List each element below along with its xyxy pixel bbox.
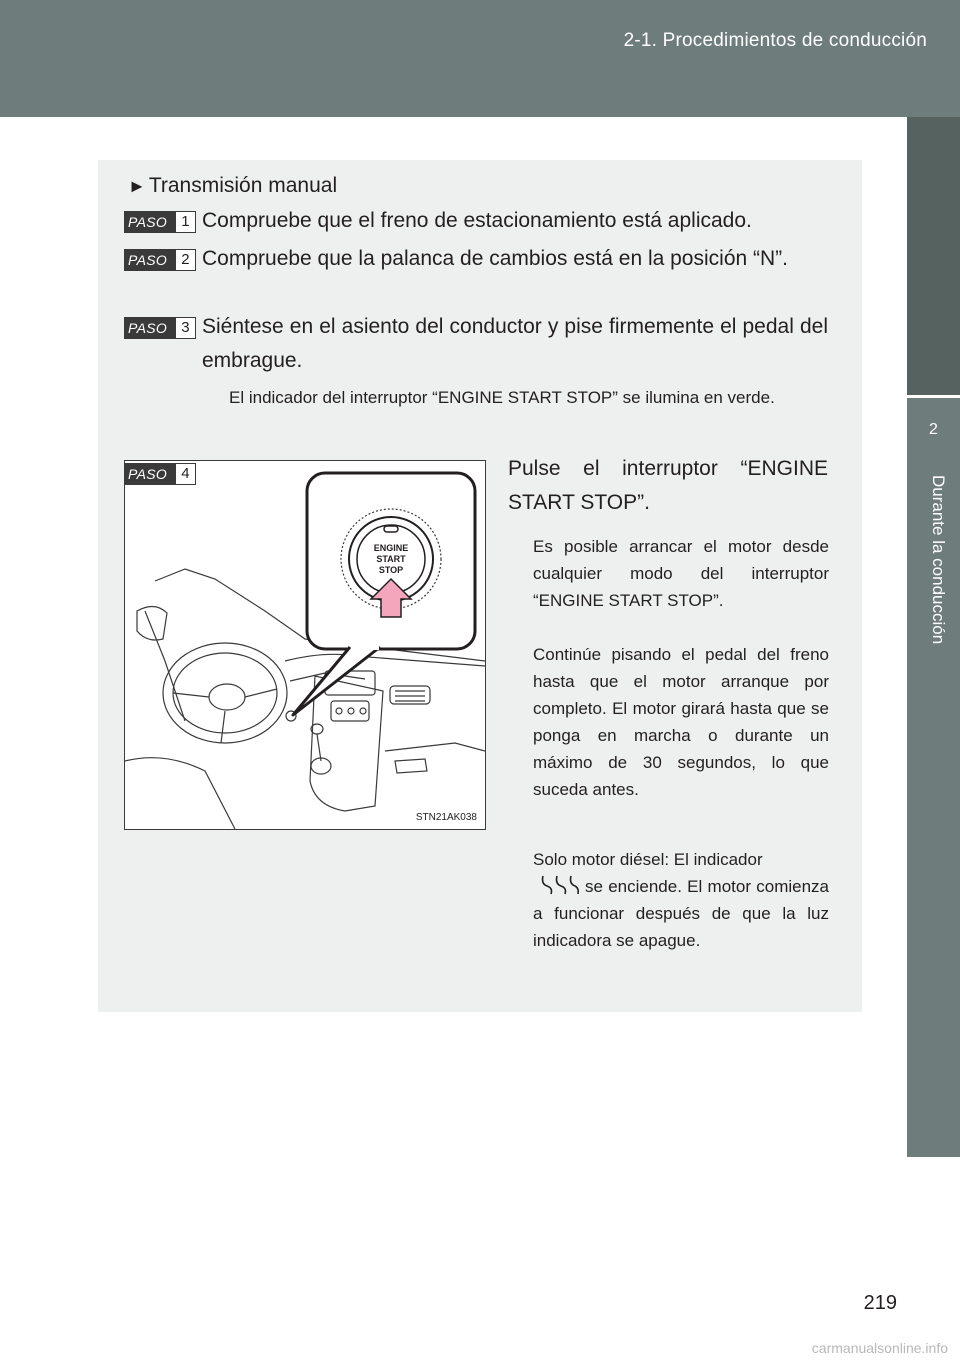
diesel-note	[533, 846, 829, 954]
paso-number: 1	[176, 211, 196, 233]
section-title: 2-1. Procedimientos de conducción	[623, 30, 927, 51]
diesel-note-prefix: Solo motor diésel: El indicador	[533, 850, 763, 869]
step-4-note-2: Continúe pisando el pedal del freno hasta que el motor arranque por completo. El motor girará hasta que se ponga en marcha o durante un máximo de 30 segundos, lo que suceda antes.	[533, 645, 829, 799]
step-1-text: Compruebe que el freno de estacionamiento está aplicado.	[202, 209, 752, 232]
paso-badge-4	[124, 463, 196, 485]
step-4-text-line-1: Pulse el interruptor “ENGINE	[508, 457, 828, 480]
paso-badge-2	[124, 249, 196, 271]
header-band	[0, 0, 960, 117]
step-3-text: Siéntese en el asiento del conductor y pise firmemente el pedal del embrague.	[202, 315, 828, 372]
glow-plug-indicator-icon	[539, 874, 581, 896]
chapter-label: Durante la conducción	[929, 475, 948, 645]
footer-watermark: carmanualsonline.info	[811, 1340, 948, 1356]
button-text-stop: STOP	[378, 565, 404, 575]
illustration-code: STN21AK038	[415, 812, 477, 823]
paso-label: PASO	[124, 317, 176, 339]
step-4-text-line-2: START STOP”.	[508, 491, 650, 514]
button-text-engine: ENGINE	[373, 543, 409, 553]
paso-number: 3	[176, 317, 196, 339]
paso-badge-1	[124, 211, 196, 233]
paso-label: PASO	[124, 211, 176, 233]
chapter-number-tab	[907, 117, 960, 438]
paso-label: PASO	[124, 463, 176, 485]
dashboard-illustration	[124, 460, 486, 830]
side-tab-divider	[907, 395, 960, 398]
paso-number: 2	[176, 249, 196, 271]
paso-label: PASO	[124, 249, 176, 271]
triangle-bullet-icon: ►	[128, 176, 146, 196]
dashboard-drawing	[125, 461, 485, 829]
chapter-number: 2	[929, 421, 938, 438]
step-2-text: Compruebe que la palanca de cambios está en la posición “N”.	[202, 247, 789, 270]
page-number: 219	[863, 1292, 897, 1314]
step-4-note-1: Es posible arrancar el motor desde cualquier modo del interruptor “ENGINE START STOP”.	[533, 537, 829, 610]
step-3-note: El indicador del interruptor “ENGINE START STOP” se ilumina en verde.	[229, 388, 775, 407]
paso-badge-3	[124, 317, 196, 339]
diesel-note-suffix: se enciende. El motor comienza a funcionar después de que la luz indicadora se apague.	[533, 877, 829, 950]
paso-number: 4	[176, 463, 196, 485]
step-4-text	[508, 452, 828, 520]
section-heading-text: Transmisión manual	[148, 174, 338, 197]
section-heading	[128, 174, 337, 198]
button-text-start: START	[376, 554, 406, 564]
